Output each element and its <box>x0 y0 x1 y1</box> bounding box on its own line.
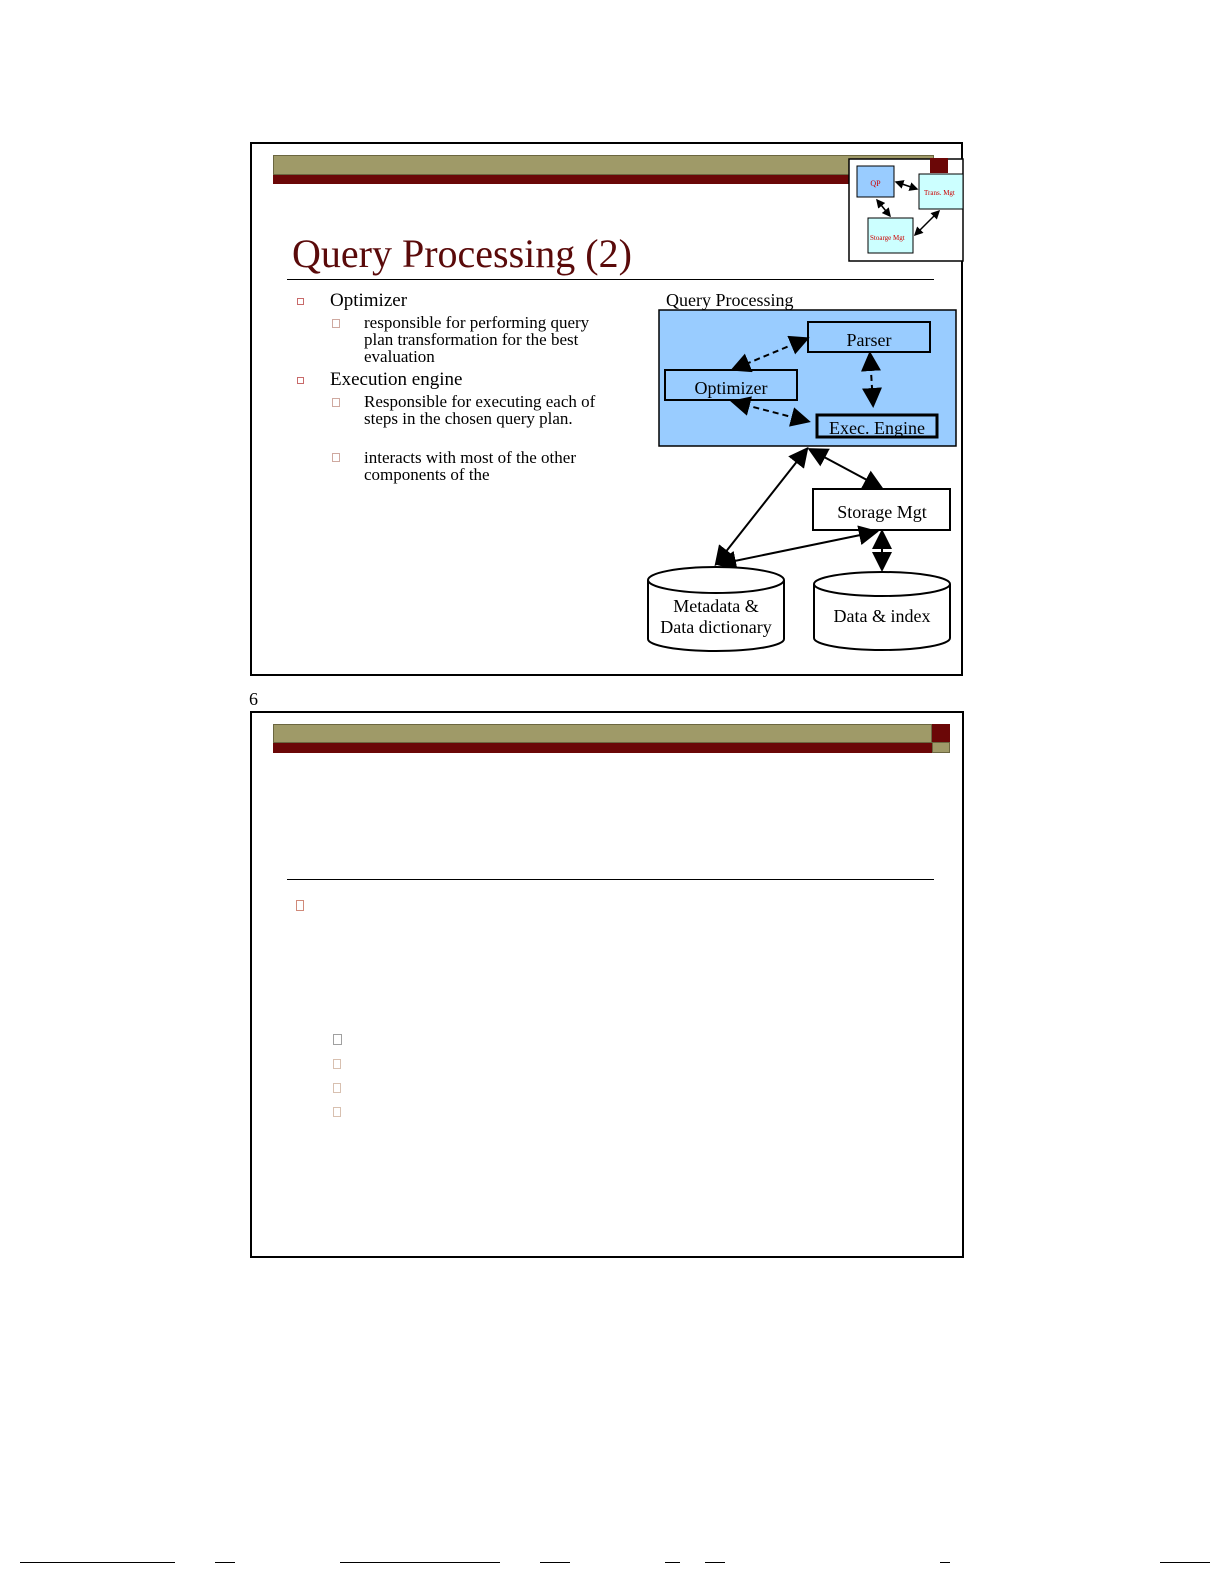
sub-bullet-icon <box>332 453 340 462</box>
slide-title: Query Processing (2) <box>292 231 632 276</box>
sub-bullet-icon <box>333 1059 341 1069</box>
bullet-square-icon <box>297 298 304 305</box>
sub-bullet-optimizer-desc: responsible for performing query plan transformation for the best evaluation <box>364 313 590 366</box>
storage-mgt-label: Storage Mgt <box>837 502 927 522</box>
sub-bullet-icon <box>332 319 340 328</box>
parser-label: Parser <box>846 330 892 350</box>
mini-qp-label: QP <box>870 179 881 188</box>
bullet-optimizer: Optimizer <box>330 290 408 311</box>
query-processing-diagram <box>642 284 962 654</box>
header-band-olive <box>273 724 932 743</box>
title-underline <box>287 879 934 880</box>
sub-bullet-icon <box>333 1107 341 1117</box>
bullet-square-icon <box>297 377 304 384</box>
mini-trans-label: Trans. Mgt <box>924 189 955 197</box>
mini-architecture-diagram <box>848 158 964 262</box>
scan-artifact-line <box>0 1560 1225 1566</box>
slide-blank <box>250 711 964 1258</box>
corner-block-maroon <box>932 724 950 742</box>
sub-bullet-icon <box>332 398 340 407</box>
diagram-caption: Query Processing <box>666 290 794 310</box>
sub-bullet-icon <box>333 1083 341 1093</box>
sub-bullet-exec-desc: Responsible for executing each of steps in the chosen query plan. <box>364 392 596 428</box>
metadata-label-line2: Data dictionary <box>660 617 772 637</box>
header-band-maroon <box>273 175 934 184</box>
sub-bullet-icon <box>333 1034 342 1045</box>
title-underline <box>287 279 934 280</box>
page-number: 6 <box>249 689 258 709</box>
mini-storage-label: Stoarge Mgt <box>870 234 905 242</box>
data-index-label: Data & index <box>833 606 931 626</box>
header-band-maroon <box>273 743 932 753</box>
header-band-olive <box>273 155 934 175</box>
bullet-execution-engine: Execution engine <box>330 369 463 390</box>
optimizer-label: Optimizer <box>694 378 768 398</box>
sub-bullet-exec-interacts: interacts with most of the other components of the <box>364 448 576 484</box>
bullet-square-icon <box>296 900 304 911</box>
corner-block-olive <box>932 742 950 753</box>
slide-query-processing <box>250 142 963 676</box>
metadata-label-line1: Metadata & <box>673 596 759 616</box>
exec-engine-label: Exec. Engine <box>829 418 925 438</box>
